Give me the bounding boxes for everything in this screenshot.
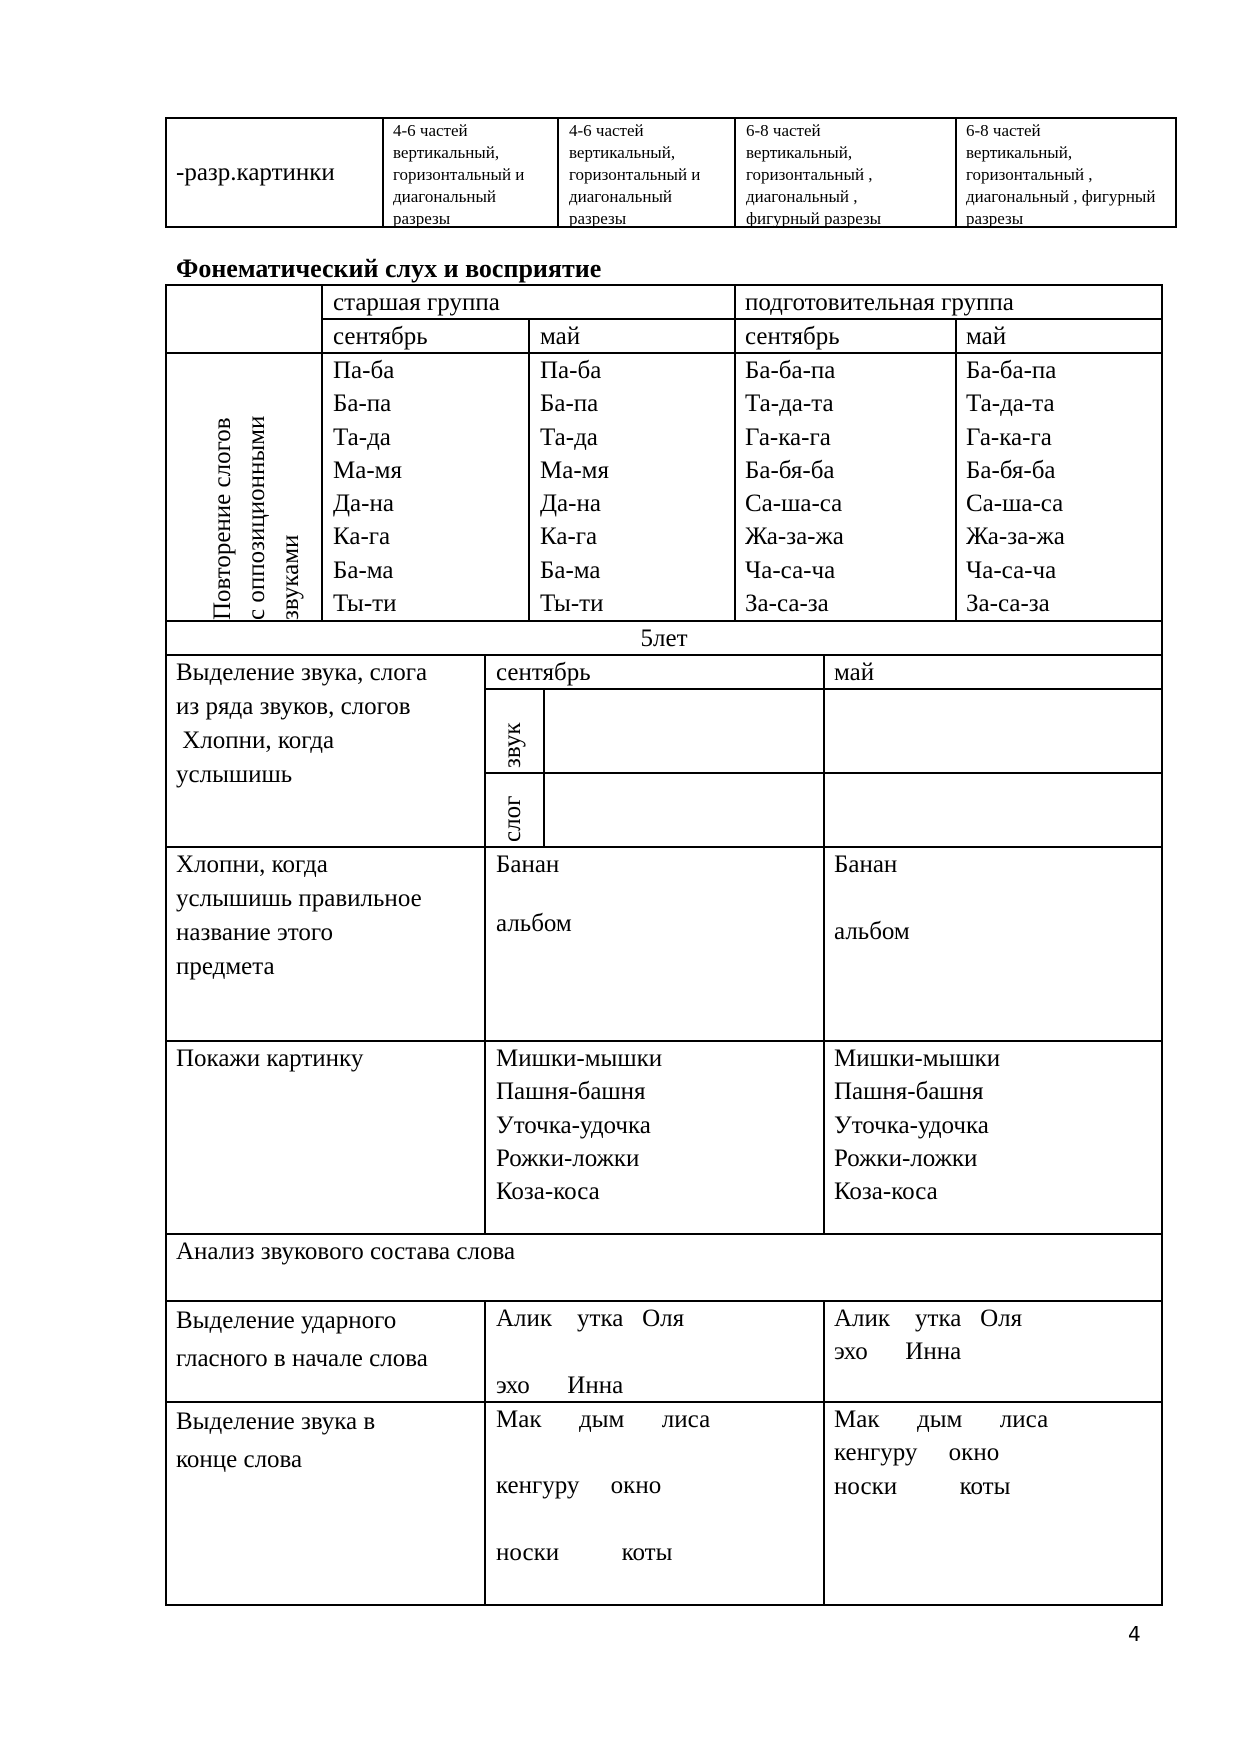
syllables-older-sep: Па-ба Ба-па Та-да Ма-мя Да-на Ка-га Ба-ма Ты-ти (333, 357, 402, 618)
prep-sep-header: сентябрь (745, 323, 840, 350)
section-title: Фонематический слух и восприятие (176, 254, 602, 283)
end-sound-label: Выделение звука в конце слова (176, 1408, 376, 1473)
stressed-vowel-sep-line2: эхо Инна (496, 1372, 624, 1399)
top-cell-3: 6-8 частей вертикальный, горизонтальный , диагональный , фигурный разрезы (746, 121, 882, 228)
end-sound-may: Мак дым лиса кенгуру окно носки коты (834, 1406, 1049, 1500)
stressed-vowel-label: Выделение ударного гласного в начале слова (176, 1307, 428, 1372)
stressed-vowel-sep-line1: Алик утка Оля (496, 1305, 685, 1332)
end-sound-sep-line3: носки коты (496, 1539, 673, 1566)
top-cell-4: 6-8 частей вертикальный, горизонтальный , диагональный , фигурный разрезы (966, 121, 1156, 228)
group-older-header: старшая группа (333, 289, 500, 316)
analysis-title: Анализ звукового состава слова (176, 1238, 516, 1265)
sound-select-sep-header: сентябрь (496, 659, 591, 686)
syllables-older-may: Па-ба Ба-па Та-да Ма-мя Да-на Ка-га Ба-ма Ты-ти (540, 357, 609, 618)
show-picture-label: Покажи картинку (176, 1045, 364, 1072)
correct-name-label: Хлопни, когда услышишь правильное название этого предмета (176, 851, 422, 980)
sub-syllable-label: слог (499, 795, 526, 842)
end-sound-sep-line1: Мак дым лиса (496, 1406, 711, 1433)
end-sound-sep-line2: кенгуру окно (496, 1472, 662, 1499)
older-may-header: май (540, 323, 581, 350)
correct-name-sep-word2: альбом (496, 910, 572, 937)
syllables-prep-may: Ба-ба-па Та-да-та Га-ка-га Ба-бя-ба Са-ша-са Жа-за-жа Ча-са-ча За-са-за (966, 357, 1065, 618)
show-picture-may: Мишки-мышки Пашня-башня Уточка-удочка Рожки-ложки Коза-коса (834, 1045, 1001, 1206)
syllable-repetition-label: Повторение слогов с оппозиционными звуками (209, 415, 304, 620)
sound-select-label: Выделение звука, слога из ряда звуков, слогов Хлопни, когда услышишь (176, 659, 428, 788)
age-row: 5лет (640, 625, 688, 652)
stressed-vowel-may-line2: эхо Инна (834, 1338, 962, 1365)
top-cell-2: 4-6 частей вертикальный, горизонтальный и диагональный разрезы (569, 121, 701, 228)
stressed-vowel-may-line1: Алик утка Оля (834, 1305, 1023, 1332)
sub-sound-label: звук (499, 722, 526, 768)
group-prep-header: подготовительная группа (745, 289, 1014, 316)
sound-select-may-header: май (834, 659, 875, 686)
page-number: 4 (1128, 1622, 1141, 1646)
correct-name-may-word1: Банан (834, 851, 898, 878)
syllables-prep-sep: Ба-ба-па Та-да-та Га-ка-га Ба-бя-ба Са-ша-са Жа-за-жа Ча-са-ча За-са-за (745, 357, 844, 618)
correct-name-may-word2: альбом (834, 918, 910, 945)
show-picture-sep: Мишки-мышки Пашня-башня Уточка-удочка Рожки-ложки Коза-коса (496, 1045, 663, 1206)
top-row-label: -разр.картинки (176, 159, 335, 186)
correct-name-sep-word1: Банан (496, 851, 560, 878)
prep-may-header: май (966, 323, 1007, 350)
older-sep-header: сентябрь (333, 323, 428, 350)
top-cell-1: 4-6 частей вертикальный, горизонтальный и диагональный разрезы (393, 121, 525, 228)
